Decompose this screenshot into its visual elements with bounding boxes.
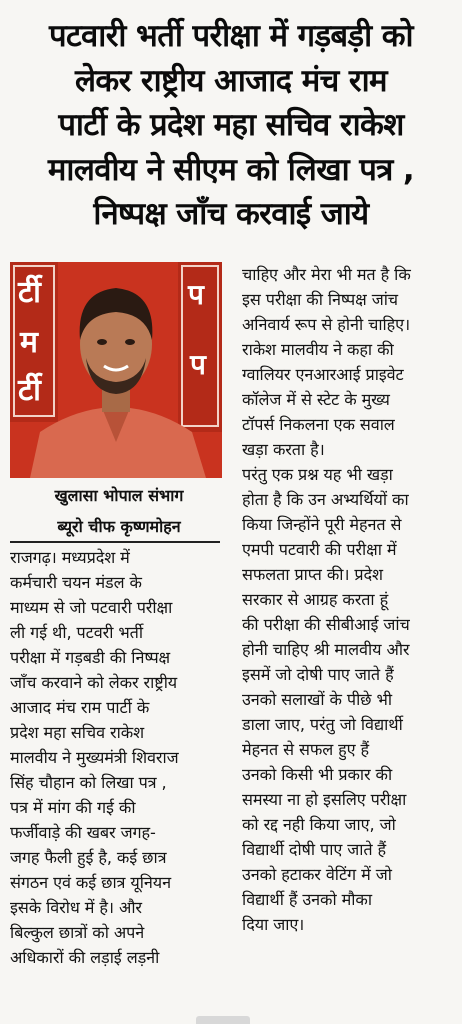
text-line: राकेश मालवीय ने कहा की	[242, 340, 394, 359]
text-line: टॉपर्स निकलना एक सवाल	[242, 415, 395, 434]
text-line: प्रदेश महा सचिव राकेश	[10, 723, 144, 742]
right-body-paragraph-2	[242, 462, 456, 937]
text-line: खड़ा करता है।	[242, 440, 325, 459]
text-line: कॉलेज में से स्टेट के मुख्य	[242, 390, 390, 409]
text-line: परीक्षा में गड़बडी की निष्पक्ष	[10, 648, 171, 667]
text-line: राजगढ़। मध्यप्रदेश में	[10, 548, 130, 567]
portrait-photo	[10, 262, 222, 478]
text-line: अनिवार्य रूप से होनी चाहिए।	[242, 315, 411, 334]
text-line: किया जिन्होंने पूरी मेहनत से	[242, 515, 402, 534]
headline-line: लेकर राष्ट्रीय आजाद मंच राम	[75, 62, 387, 99]
text-line: सरकार से आग्रह करता हूं	[242, 590, 389, 609]
text-line: ग्वालियर एनआरआई प्राइवेट	[242, 365, 404, 384]
banner-letter: म	[20, 325, 38, 360]
text-line: विद्यार्थी दोषी पाए जाते हैं	[242, 840, 387, 859]
text-line: मेहनत से सफल हुए हैं	[242, 740, 370, 759]
text-line: उनको सलाखों के पीछे भी	[242, 690, 392, 709]
text-line: सफलता प्राप्त की। प्रदेश	[242, 565, 383, 584]
text-line: अधिकारों की लड़ाई लड़नी	[10, 948, 160, 967]
text-line: बिल्कुल छात्रों को अपने	[10, 923, 145, 942]
text-line: उनको हटाकर वेटिंग में जो	[242, 865, 392, 884]
text-line: माध्यम से जो पटवारी परीक्षा	[10, 598, 173, 617]
left-body-text	[10, 545, 228, 970]
byline-divider	[10, 541, 220, 543]
banner-letter: र्टी	[18, 373, 41, 408]
text-line: इसके विरोध में है। और	[10, 898, 142, 917]
text-line: को रद्द नही किया जाए, जो	[242, 815, 396, 834]
text-line: ली गई थी, पटवरी भर्ती	[10, 623, 143, 642]
left-column	[10, 262, 228, 970]
headline-line: निष्पक्ष जाँच करवाई जाये	[93, 196, 369, 232]
text-line: फर्जीवाड़े की खबर जगह-	[10, 823, 156, 842]
bottom-scroll-tab	[196, 1016, 250, 1024]
eye-left	[97, 339, 107, 345]
portrait-illustration	[10, 262, 222, 478]
text-line: की परीक्षा की सीबीआई जांच	[242, 615, 410, 634]
eye-right	[125, 339, 135, 345]
byline-location: खुलासा भोपाल संभाग	[54, 486, 184, 505]
right-column	[242, 262, 456, 937]
text-line: समस्या ना हो इसलिए परीक्षा	[242, 790, 407, 809]
text-line: डाला जाए, परंतु जो विद्यार्थी	[242, 715, 403, 734]
headline-line: मालवीय ने सीएम को लिखा पत्र ,	[47, 151, 415, 188]
text-line: विद्यार्थी हैं उनको मौका	[242, 890, 372, 909]
text-line: सिंह चौहान को लिखा पत्र ,	[10, 773, 167, 792]
banner-letter: र्टी	[18, 275, 41, 310]
text-line: आजाद मंच राम पार्टी के	[10, 698, 150, 717]
banner-letter: प	[188, 278, 204, 311]
text-line: मालवीय ने मुख्यमंत्री शिवराज	[10, 748, 179, 767]
text-line: होनी चाहिए श्री मालवीय और	[242, 640, 410, 659]
text-line: होता है कि उन अभ्यर्थियों का	[242, 490, 409, 509]
text-line: दिया जाए।	[242, 915, 305, 934]
banner-letter: प	[190, 348, 206, 381]
text-line: कर्मचारी चयन मंडल के	[10, 573, 142, 592]
text-line: जाँच करवाने को लेकर राष्ट्रीय	[10, 673, 178, 692]
headline	[10, 0, 452, 237]
headline-line: पटवारी भर्ती परीक्षा में गड़बड़ी को	[49, 18, 413, 54]
right-body-paragraph-1	[242, 262, 456, 462]
text-line: जगह फैली हुई है, कई छात्र	[10, 848, 167, 867]
text-line: इसमें जो दोषी पाए जाते हैं	[242, 665, 394, 684]
text-line: उनको किसी भी प्रकार की	[242, 765, 393, 784]
text-line: चाहिए और मेरा भी मत है कि	[242, 265, 411, 284]
text-line: एमपी पटवारी की परीक्षा में	[242, 540, 397, 559]
text-line: संगठन एवं कई छात्र यूनियन	[10, 873, 171, 892]
text-line: पत्र में मांग की गई की	[10, 798, 136, 817]
byline-author: ब्यूरो चीफ कृष्णमोहन	[57, 517, 181, 536]
text-line: परंतु एक प्रश्न यह भी खड़ा	[242, 465, 393, 484]
article-columns	[10, 262, 452, 1024]
text-line: इस परीक्षा की निष्पक्ष जांच	[242, 290, 398, 309]
headline-line: पार्टी के प्रदेश महा सचिव राकेश	[58, 107, 404, 143]
